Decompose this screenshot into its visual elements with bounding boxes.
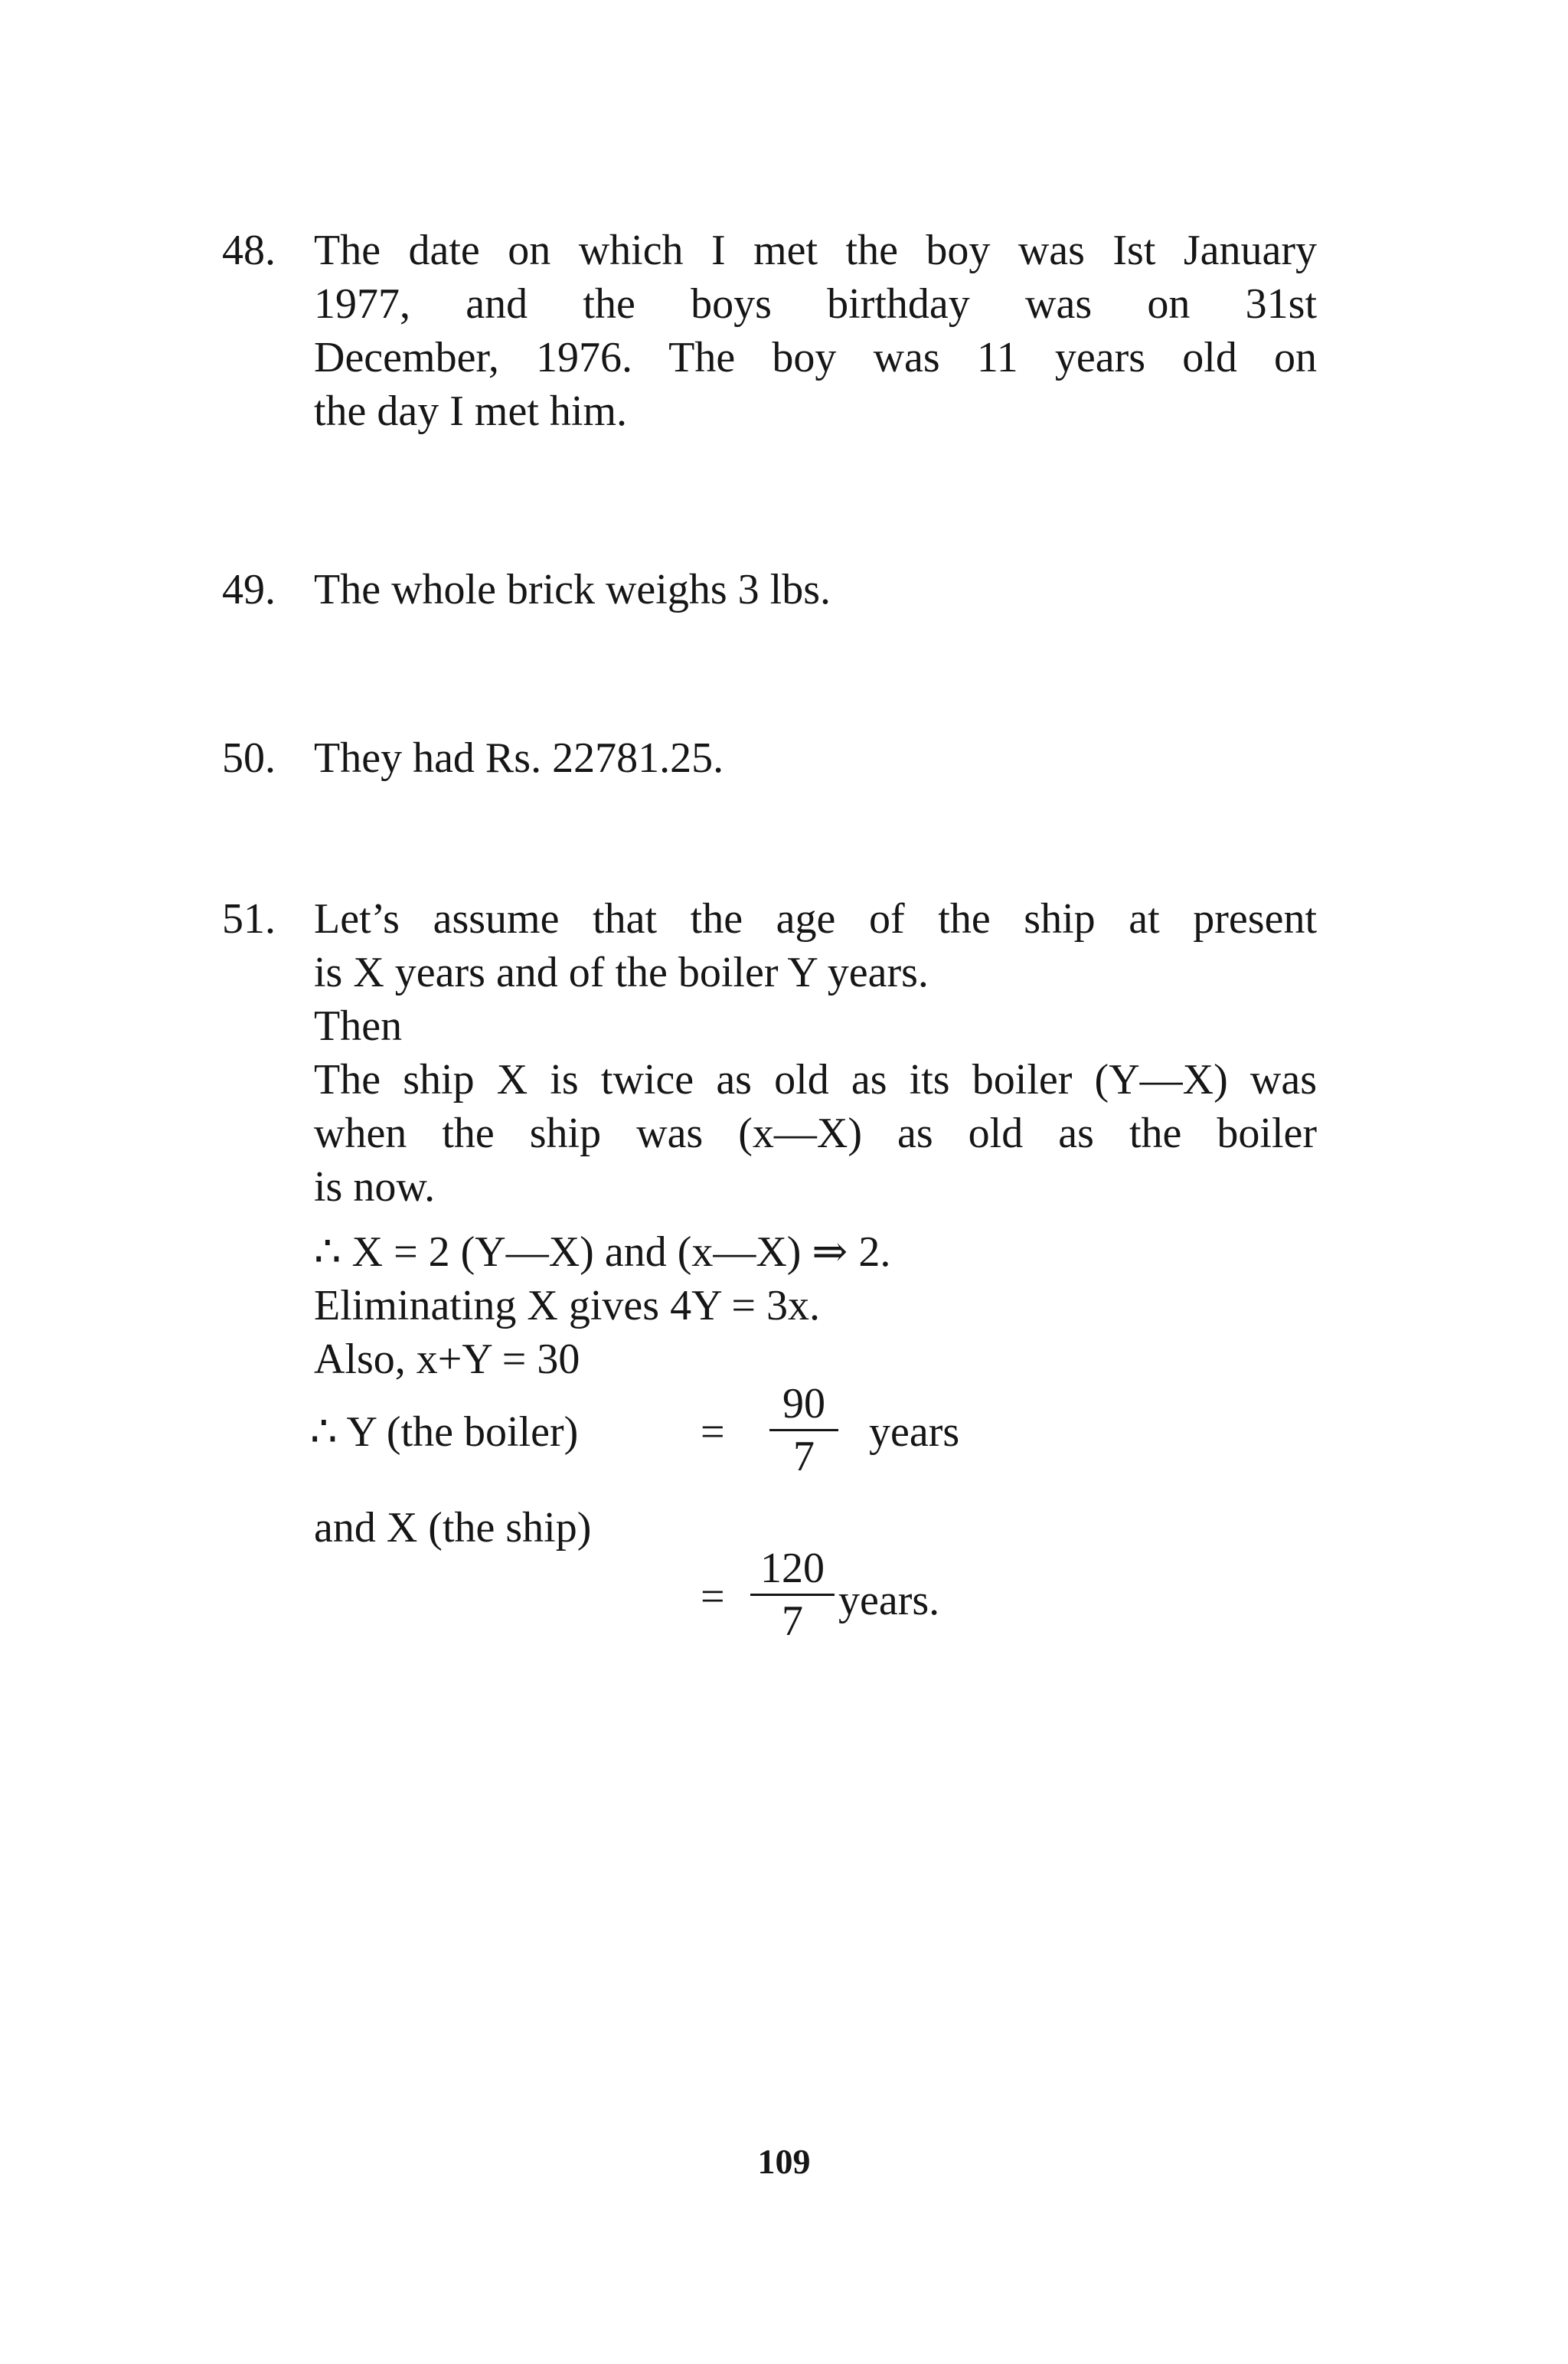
fraction-numerator: 120 <box>750 1543 835 1596</box>
equation-line: Eliminating X gives 4Y = 3x. <box>314 1282 821 1329</box>
equals-sign: = <box>701 1408 725 1456</box>
ship-label: and X (the ship) <box>314 1504 592 1551</box>
boiler-fraction <box>769 1378 838 1482</box>
text-line: when the ship was (x—X) as old as the boiler <box>314 1110 1317 1157</box>
equals-sign: = <box>701 1573 725 1620</box>
text-line: the day I met him. <box>314 387 628 435</box>
page-number: 109 <box>757 2142 811 2181</box>
text-line: Let’s assume that the age of the ship at present <box>314 895 1317 943</box>
unit-label: years <box>869 1408 960 1456</box>
text-line: Then <box>314 1002 403 1050</box>
text-line: 1977, and the boys birthday was on 31st <box>314 280 1317 328</box>
fraction-denominator: 7 <box>793 1433 815 1480</box>
text-line: The date on which I met the boy was Ist January <box>314 227 1317 274</box>
ship-fraction <box>750 1543 835 1646</box>
item-number: 48. <box>222 227 276 274</box>
equation-line: Also, x+Y = 30 <box>314 1336 580 1383</box>
equation-line: ∴ X = 2 (Y—X) and (x—X) ⇒ 2. <box>314 1228 891 1276</box>
text-line: December, 1976. The boy was 11 years old on <box>314 334 1317 381</box>
boiler-label: ∴ Y (the boiler) <box>310 1408 579 1456</box>
text-line: The whole brick weighs 3 lbs. <box>314 566 831 613</box>
unit-label: years. <box>838 1577 940 1624</box>
item-number: 51. <box>222 895 276 943</box>
fraction-numerator: 90 <box>769 1378 838 1431</box>
text-line: is now. <box>314 1163 436 1211</box>
text-line: is X years and of the boiler Y years. <box>314 949 929 996</box>
text-line: The ship X is twice as old as its boiler (Y—X) was <box>314 1056 1317 1104</box>
item-number: 49. <box>222 566 276 613</box>
fraction-denominator: 7 <box>782 1597 803 1645</box>
text-line: They had Rs. 22781.25. <box>314 734 724 782</box>
item-number: 50. <box>222 734 276 782</box>
